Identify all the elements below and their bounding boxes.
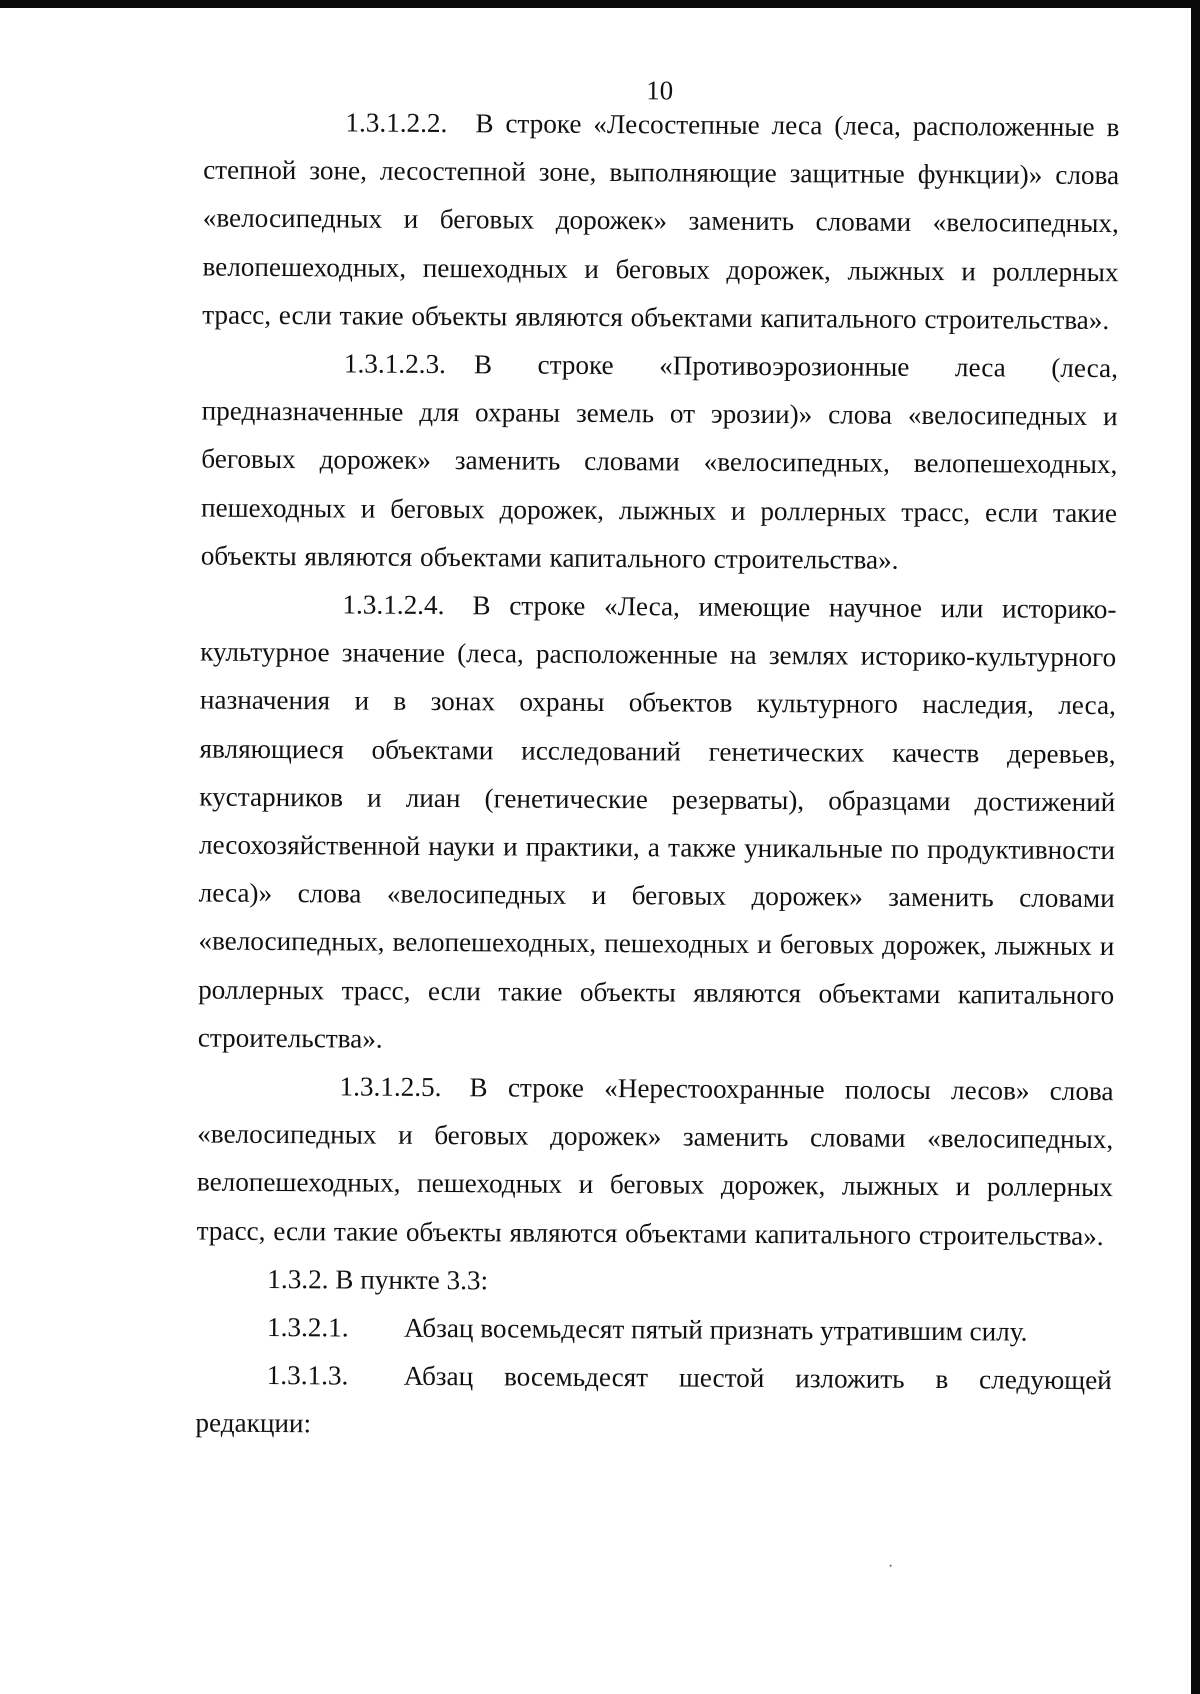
item-text-line (404, 1352, 1112, 1405)
paragraph-text: В строке «Леса, имеющие научное или историко-культурное значение (леса, расположенные на землях историко-культурного назначения и в зонах охраны объектов культурного наследия, леса, являющиеся объектами исследований генетических качеств деревьев, кустарников и лиан (генетические резерваты), образцами достижений лесохозяйственной науки и практики, а также уникальные по продуктивности леса)» слова «велосипедных и беговых дорожек» заменить словами «велосипедных, велопешеходных, пешеходных и беговых дорожек, лыжных и роллерных трасс, если такие объекты являются объектами капитального строительства». (197, 590, 1117, 1054)
item-1-3-2-1 (196, 1303, 1112, 1357)
item-word: в (935, 1364, 949, 1395)
paragraph-number: 1.3.1.2.4. (342, 589, 445, 621)
item-word: Абзац (403, 1361, 474, 1392)
paragraph-1-3-1-2-3 (201, 339, 1118, 586)
item-word: изложить (795, 1363, 905, 1395)
paragraph-text: В строке «Противоэрозионные леса (леса, предназначенные для охраны земель от эрозии)» слова «велосипедных и беговых дорожек» заменить словами «велосипедных, велопешеходных, пешеходных и беговых дорожек, лыжных и роллерных трасс, если такие объекты являются объектами капитального строительства». (200, 349, 1119, 575)
paragraph-text: В строке «Нерестоохранные полосы лесов» слова «велосипедных и беговых дорожек» заменить словами «велосипедных, велопешеходных, пешеходных и беговых дорожек, лыжных и роллерных трасс, если такие объекты являются объектами капитального строительства». (196, 1072, 1114, 1251)
item-1-3-1-3 (196, 1351, 1112, 1405)
paragraph-number: 1.3.1.2.2. (345, 107, 448, 139)
paragraph-number: 1.3.1.2.3. (343, 348, 446, 380)
paragraph-number: 1.3.1.2.5. (339, 1071, 442, 1103)
item-number: 1.3.1.3. (266, 1360, 349, 1391)
item-text-continuation: редакции: (195, 1408, 312, 1439)
paragraph-1-3-1-2-4 (198, 580, 1117, 1068)
paragraph-1-3-1-2-5 (197, 1062, 1114, 1260)
item-word: восемьдесят (503, 1361, 649, 1393)
item-1-3-2: 1.3.2. В пункте 3.3: (267, 1263, 489, 1296)
item-number: 1.3.2.1. (266, 1312, 349, 1343)
item-text: Абзац восемьдесят пятый признать утратившим силу. (403, 1312, 1028, 1347)
scan-speck (890, 1565, 892, 1567)
paragraph-1-3-1-2-2 (202, 98, 1119, 345)
document-body (195, 98, 1119, 1453)
item-word: следующей (979, 1364, 1112, 1396)
page-number: 10 (646, 75, 674, 106)
item-word: шестой (678, 1362, 765, 1394)
paragraph-text: В строке «Лесостепные леса (леса, расположенные в степной зоне, лесостепной зоне, выполняющие защитные функции)» слова «велосипедных и беговых дорожек» заменить словами «велосипедных, велопешеходных, пешеходных и беговых дорожек, лыжных и роллерных трасс, если такие объекты являются объектами капитального строительства». (202, 108, 1120, 335)
